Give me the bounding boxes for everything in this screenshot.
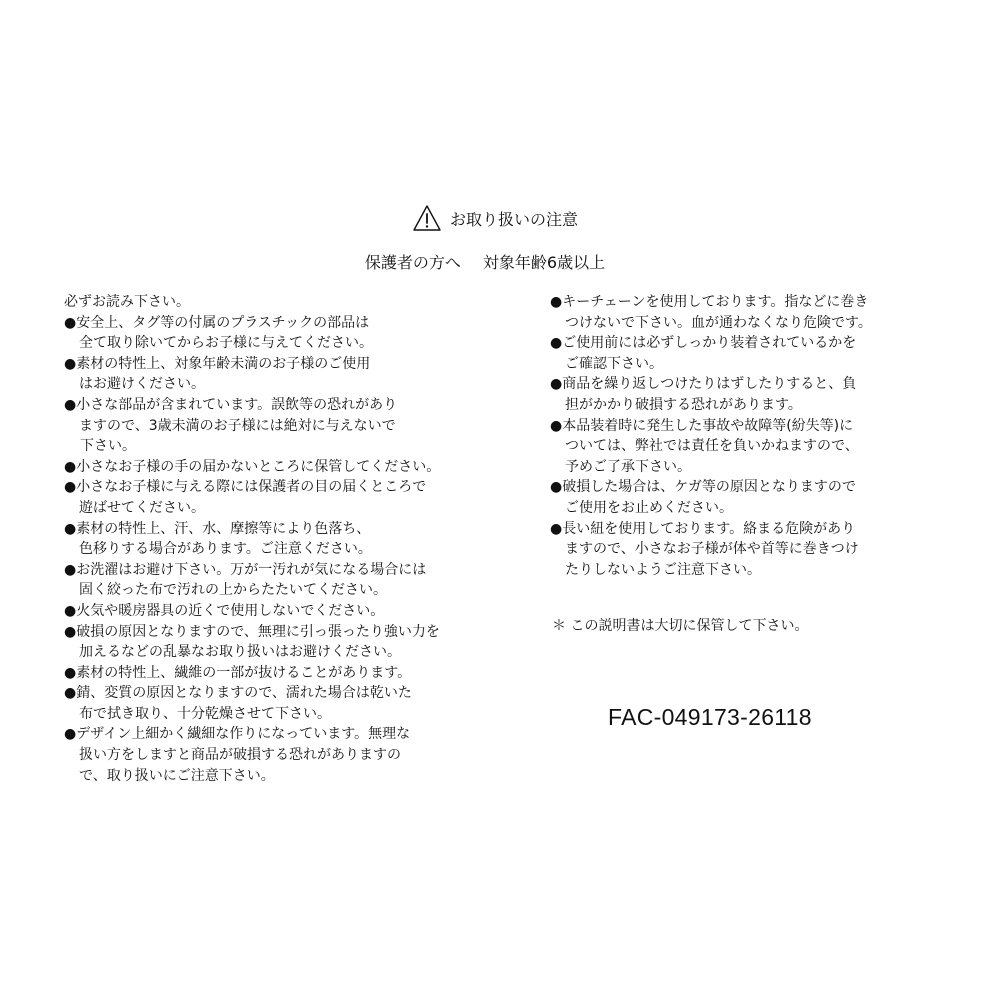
title-row <box>0 204 1000 232</box>
caution-line: で、取り扱いにご注意下さい。 <box>79 767 275 784</box>
caution-line: ●デザイン上細かく繊細な作りになっています。無理な <box>64 726 411 743</box>
caution-line: 色移りする場合があります。ご注意ください。 <box>79 541 372 558</box>
caution-line: ●安全上、タグ等の付属のプラスチックの部品は <box>64 314 370 331</box>
caution-line: はお避けください。 <box>79 376 205 393</box>
subtitle-age: 対象年齢6歳以上 <box>482 253 606 272</box>
page-title: お取り扱いの注意 <box>449 209 578 229</box>
caution-line: 布で拭き取り、十分乾燥させて下さい。 <box>79 705 331 722</box>
caution-line: ●火気や暖房器具の近くで使用しないでください。 <box>64 602 385 619</box>
caution-line: ますので、小さなお子様が体や首等に巻きつけ <box>565 541 859 558</box>
right-column <box>550 292 950 580</box>
caution-line: ご確認下さい。 <box>565 355 663 372</box>
keep-manual-note: ＊ この説明書は大切に保管して下さい。 <box>552 618 809 634</box>
caution-line: ●錆、変質の原因となりますので、濡れた場合は乾いた <box>64 685 412 702</box>
subtitle-guardian: 保護者の方へ <box>364 253 461 272</box>
caution-line: ●お洗濯はお避け下さい。万が一汚れが気になる場合には <box>64 561 427 578</box>
left-column <box>64 292 474 786</box>
caution-line: ●小さな部品が含まれています。誤飲等の恐れがあり <box>64 396 398 413</box>
subtitle <box>0 250 1000 273</box>
caution-line: ●素材の特性上、汗、水、摩擦等により色落ち、 <box>64 520 371 537</box>
caution-line: 遊ばせてください。 <box>79 499 205 516</box>
header <box>0 204 1000 273</box>
caution-line: ●小さなお子様に与える際には保護者の目の届くところで <box>64 479 427 496</box>
caution-line: ●素材の特性上、対象年齢未満のお子様のご使用 <box>64 355 371 372</box>
caution-line: ●ご使用前には必ずしっかり装着されているかを <box>550 335 857 352</box>
caution-line: 加えるなどの乱暴なお取り扱いはお避けください。 <box>79 644 401 661</box>
caution-line: ●長い紐を使用しております。絡まる危険があり <box>550 520 856 537</box>
caution-line: ●キーチェーンを使用しております。指などに巻き <box>550 294 869 310</box>
caution-line: ●破損の原因となりますので、無理に引っ張ったり強い力を <box>64 623 440 640</box>
caution-line: たりしないようご注意下さい。 <box>565 561 761 578</box>
caution-line: ●破損した場合は、ケガ等の原因となりますので <box>550 479 856 496</box>
caution-line: 全て取り除いてからお子様に与えてください。 <box>79 335 373 352</box>
caution-line: 固く絞った布で汚れの上からたたいてください。 <box>79 582 387 599</box>
caution-line: ご使用をお止めください。 <box>565 499 733 516</box>
caution-line: 扱い方をしますと商品が破損する恐れがありますの <box>79 747 401 764</box>
caution-line: ●商品を繰り返しつけたりはずしたりすると、負 <box>550 376 857 393</box>
caution-line: 下さい。 <box>80 438 136 455</box>
caution-line: 必ずお読み下さい。 <box>64 294 190 310</box>
caution-line: ●本品装着時に発生した事故や故障等(紛失等)に <box>550 417 854 434</box>
product-code: FAC-049173-26118 <box>608 704 812 730</box>
caution-line: ●素材の特性上、繊維の一部が抜けることがあります。 <box>64 664 412 681</box>
caution-line: つけないで下さい。血が通わなくなり危険です。 <box>565 314 872 331</box>
warning-triangle-icon <box>412 204 442 232</box>
caution-line: 担がかかり破損する恐れがあります。 <box>565 396 802 413</box>
caution-line: 予めご了承下さい。 <box>565 458 691 475</box>
caution-line: ついては、弊社では責任を負いかねますので、 <box>565 438 859 455</box>
caution-line: ●小さなお子様の手の届かないところに保管してください。 <box>64 458 441 475</box>
caution-line: ますので、3歳未満のお子様には絶対に与えないで <box>79 417 396 434</box>
